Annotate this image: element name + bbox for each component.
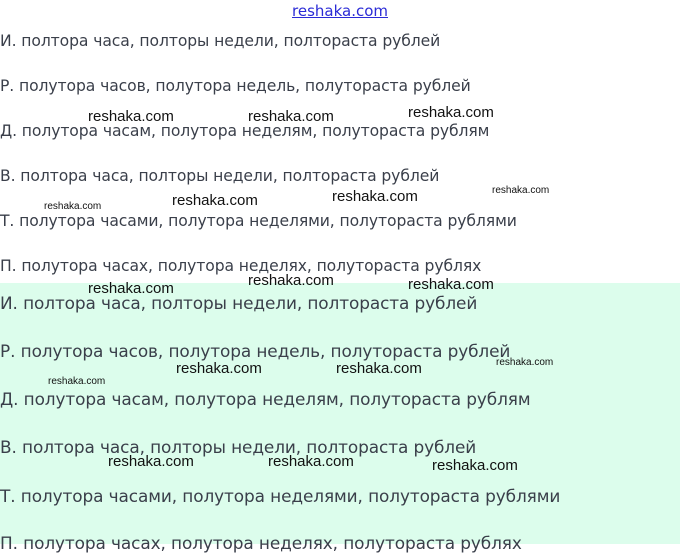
- case-instrumental-highlighted: Т. полутора часами, полутора неделями, полутораста рублями: [0, 486, 561, 506]
- case-genitive: Р. полутора часов, полутора недель, полутораста рублей: [0, 77, 471, 95]
- case-nominative: И. полтора часа, полторы недели, полтораста рублей: [0, 32, 441, 50]
- watermark: reshaka.com: [248, 272, 334, 289]
- watermark: reshaka.com: [432, 457, 518, 474]
- watermark: reshaka.com: [336, 360, 422, 377]
- watermark: reshaka.com: [408, 276, 494, 293]
- watermark: reshaka.com: [44, 201, 102, 212]
- watermark: reshaka.com: [248, 108, 334, 125]
- watermark: reshaka.com: [496, 357, 554, 368]
- watermark: reshaka.com: [408, 104, 494, 121]
- case-prepositional-highlighted: П. полутора часах, полутора неделях, полутораста рублях: [0, 533, 522, 553]
- watermark: reshaka.com: [88, 108, 174, 125]
- case-prepositional: П. полутора часах, полутора неделях, полутораста рублях: [0, 257, 482, 275]
- case-dative-highlighted: Д. полутора часам, полутора неделям, полутораста рублям: [0, 389, 531, 409]
- watermark: reshaka.com: [88, 280, 174, 297]
- case-genitive-highlighted: Р. полутора часов, полутора недель, полутораста рублей: [0, 341, 511, 361]
- watermark: reshaka.com: [108, 453, 194, 470]
- case-accusative-highlighted: В. полтора часа, полторы недели, полтораста рублей: [0, 437, 477, 457]
- watermark: reshaka.com: [48, 376, 106, 387]
- site-link[interactable]: reshaka.com: [292, 2, 388, 20]
- case-instrumental: Т. полутора часами, полутора неделями, полутораста рублями: [0, 212, 517, 230]
- watermark: reshaka.com: [172, 192, 258, 209]
- watermark: reshaka.com: [332, 188, 418, 205]
- case-dative: Д. полутора часам, полутора неделям, полутораста рублям: [0, 122, 490, 140]
- case-nominative-highlighted: И. полтора часа, полторы недели, полтораста рублей: [0, 293, 478, 313]
- watermark: reshaka.com: [176, 360, 262, 377]
- case-accusative: В. полтора часа, полторы недели, полтораста рублей: [0, 167, 440, 185]
- watermark: reshaka.com: [492, 185, 550, 196]
- watermark: reshaka.com: [268, 453, 354, 470]
